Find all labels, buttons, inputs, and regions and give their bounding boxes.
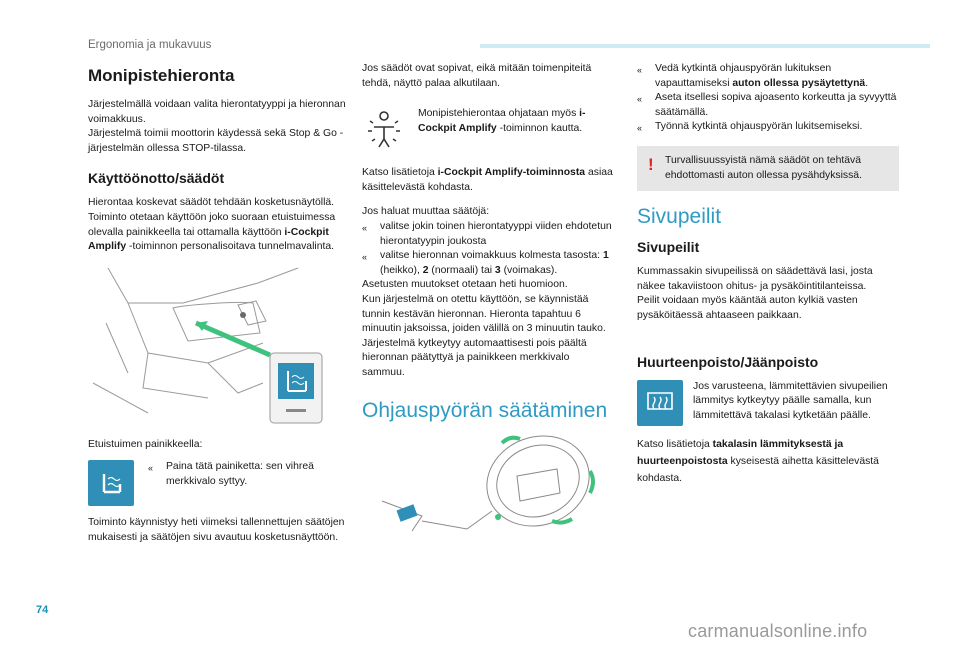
list-item: « Vedä kytkintä ohjauspyörän lukituksen vapauttamiseksi auton ollessa pysäytettynä. (637, 62, 899, 91)
paragraph: Hierontaa koskevat säädöt tehdään kosketusnäytöllä. (88, 197, 335, 209)
list-item: « Aseta itsellesi sopiva ajoasento korkeutta ja syvyyttä säätämällä. (637, 91, 899, 120)
rear-defrost-icon (637, 380, 683, 426)
column-1 (88, 62, 350, 546)
paragraph: Toiminto käynnistyy heti viimeksi tallennettujen säätöjen mukaisesti ja säätöjen sivu avautuu kosketusnäyttöön. (88, 517, 345, 543)
bullet-icon: « (148, 463, 154, 474)
bullet-icon: « (637, 123, 643, 134)
list-item: « Paina tätä painiketta: sen vihreä merkkivalo syttyy. (134, 460, 350, 489)
bullet-icon: « (637, 65, 643, 75)
massage-button-row (88, 460, 350, 506)
paragraph: Kummassakin sivupeilissä on säädettävä lasi, josta näkee takaviistoon ohitus- ja pysäköintitilanteissa. (637, 266, 873, 292)
paragraph: Järjestelmä kytkeytyy automaattisesti pois päältä hieronnan päätyttyä ja painikkeen merkkivalo sammuu. (362, 337, 587, 378)
defrost-note (637, 380, 899, 426)
bullet-icon: « (362, 222, 368, 233)
paragraph: Jos haluat muuttaa säätöjä: (362, 206, 490, 218)
paragraph: Kun järjestelmä on otettu käyttöön, se käynnistää tunnin kestävän hieronnan. Hieronta tapahtuu 6 minuutin jaksoissa, joiden välillä on 3 minuutin tauko. (362, 293, 606, 335)
person-massage-icon (362, 107, 406, 156)
seat-button-illustration (88, 263, 350, 428)
paragraph: Toiminto otetaan käyttöön joko suoraan etuistuimessa olevalla painikkeella tai ottamalla käyttöön i-Cockpit Amplify -toiminnon personalisoitava tunnelmavalinta. (88, 211, 336, 253)
paragraph: Monipistehierontaa ohjataan myös i-Cockpit Amplify -toiminnon kautta. (418, 108, 586, 134)
paragraph: Jos varusteena, lämmitettävien sivupeilien lämmitys kytkeytyy päälle samalla, kun lämmitettävä takalasi kytketään päälle. (693, 380, 888, 421)
section-title: Monipistehieronta (88, 66, 235, 85)
warning-icon: ! (648, 154, 654, 174)
paragraph: Peilit voidaan myös kääntää auton kylkiä vasten pysäköitäessä ahtaaseen paikkaan. (637, 295, 858, 321)
bullet-icon: « (362, 252, 368, 263)
page-number: 74 (36, 604, 49, 616)
column-3 (637, 62, 899, 487)
header-bar (480, 44, 930, 48)
chapter-title: Ohjauspyörän säätäminen (362, 398, 608, 422)
bullet-icon: « (637, 94, 643, 105)
section-header: Ergonomia ja mukavuus (88, 39, 212, 51)
massage-seat-icon (88, 460, 134, 506)
paragraph: Asetusten muutokset otetaan heti huomioon. (362, 279, 568, 291)
i-cockpit-note (362, 107, 614, 156)
column-2 (362, 62, 614, 541)
list-item: « Työnnä kytkintä ohjauspyörän lukitsemiseksi. (637, 120, 899, 136)
list-item: « valitse hieronnan voimakkuus kolmesta tasosta: 1 (heikko), 2 (normaali) tai 3 (voimakas). (362, 249, 614, 278)
paragraph: Järjestelmä toimii moottorin käydessä sekä Stop & Go -järjestelmän ollessa STOP-tilassa. (88, 128, 344, 154)
chapter-title: Sivupeilit (637, 205, 722, 229)
warning-text: Turvallisuussyistä nämä säädöt on tehtävä ehdottomasti auton ollessa pysähdyksissä. (665, 154, 862, 181)
warning-note (637, 146, 899, 191)
paragraph: Etuistuimen painikkeella: (88, 438, 203, 450)
paragraph: Jos säädöt ovat sopivat, eikä mitään toimenpiteitä tehdä, näyttö palaa alkutilaan. (362, 63, 592, 89)
subsection-title: Huurteenpoisto/Jäänpoisto (637, 353, 819, 370)
paragraph: Katso lisätietoja takalasin lämmityksestä ja huurteenpoistosta kyseisestä aihetta käsittelevästä kohdasta. (637, 438, 879, 484)
paragraph: Järjestelmällä voidaan valita hierontatyyppi ja hieronnan voimakkuus. (88, 99, 346, 125)
steering-wheel-illustration (362, 431, 614, 541)
subsection-title: Käyttöönotto/säädöt (88, 170, 225, 187)
section-title: Sivupeilit (637, 239, 700, 256)
list-item: « valitse jokin toinen hierontatyyppi viiden ehdotetun hierontatyypin joukosta (362, 220, 614, 249)
paragraph: Katso lisätietoja i-Cockpit Amplify-toiminnosta asiaa käsittelevästä kohdasta. (362, 167, 613, 193)
watermark: carmanualsonline.info (688, 621, 868, 641)
